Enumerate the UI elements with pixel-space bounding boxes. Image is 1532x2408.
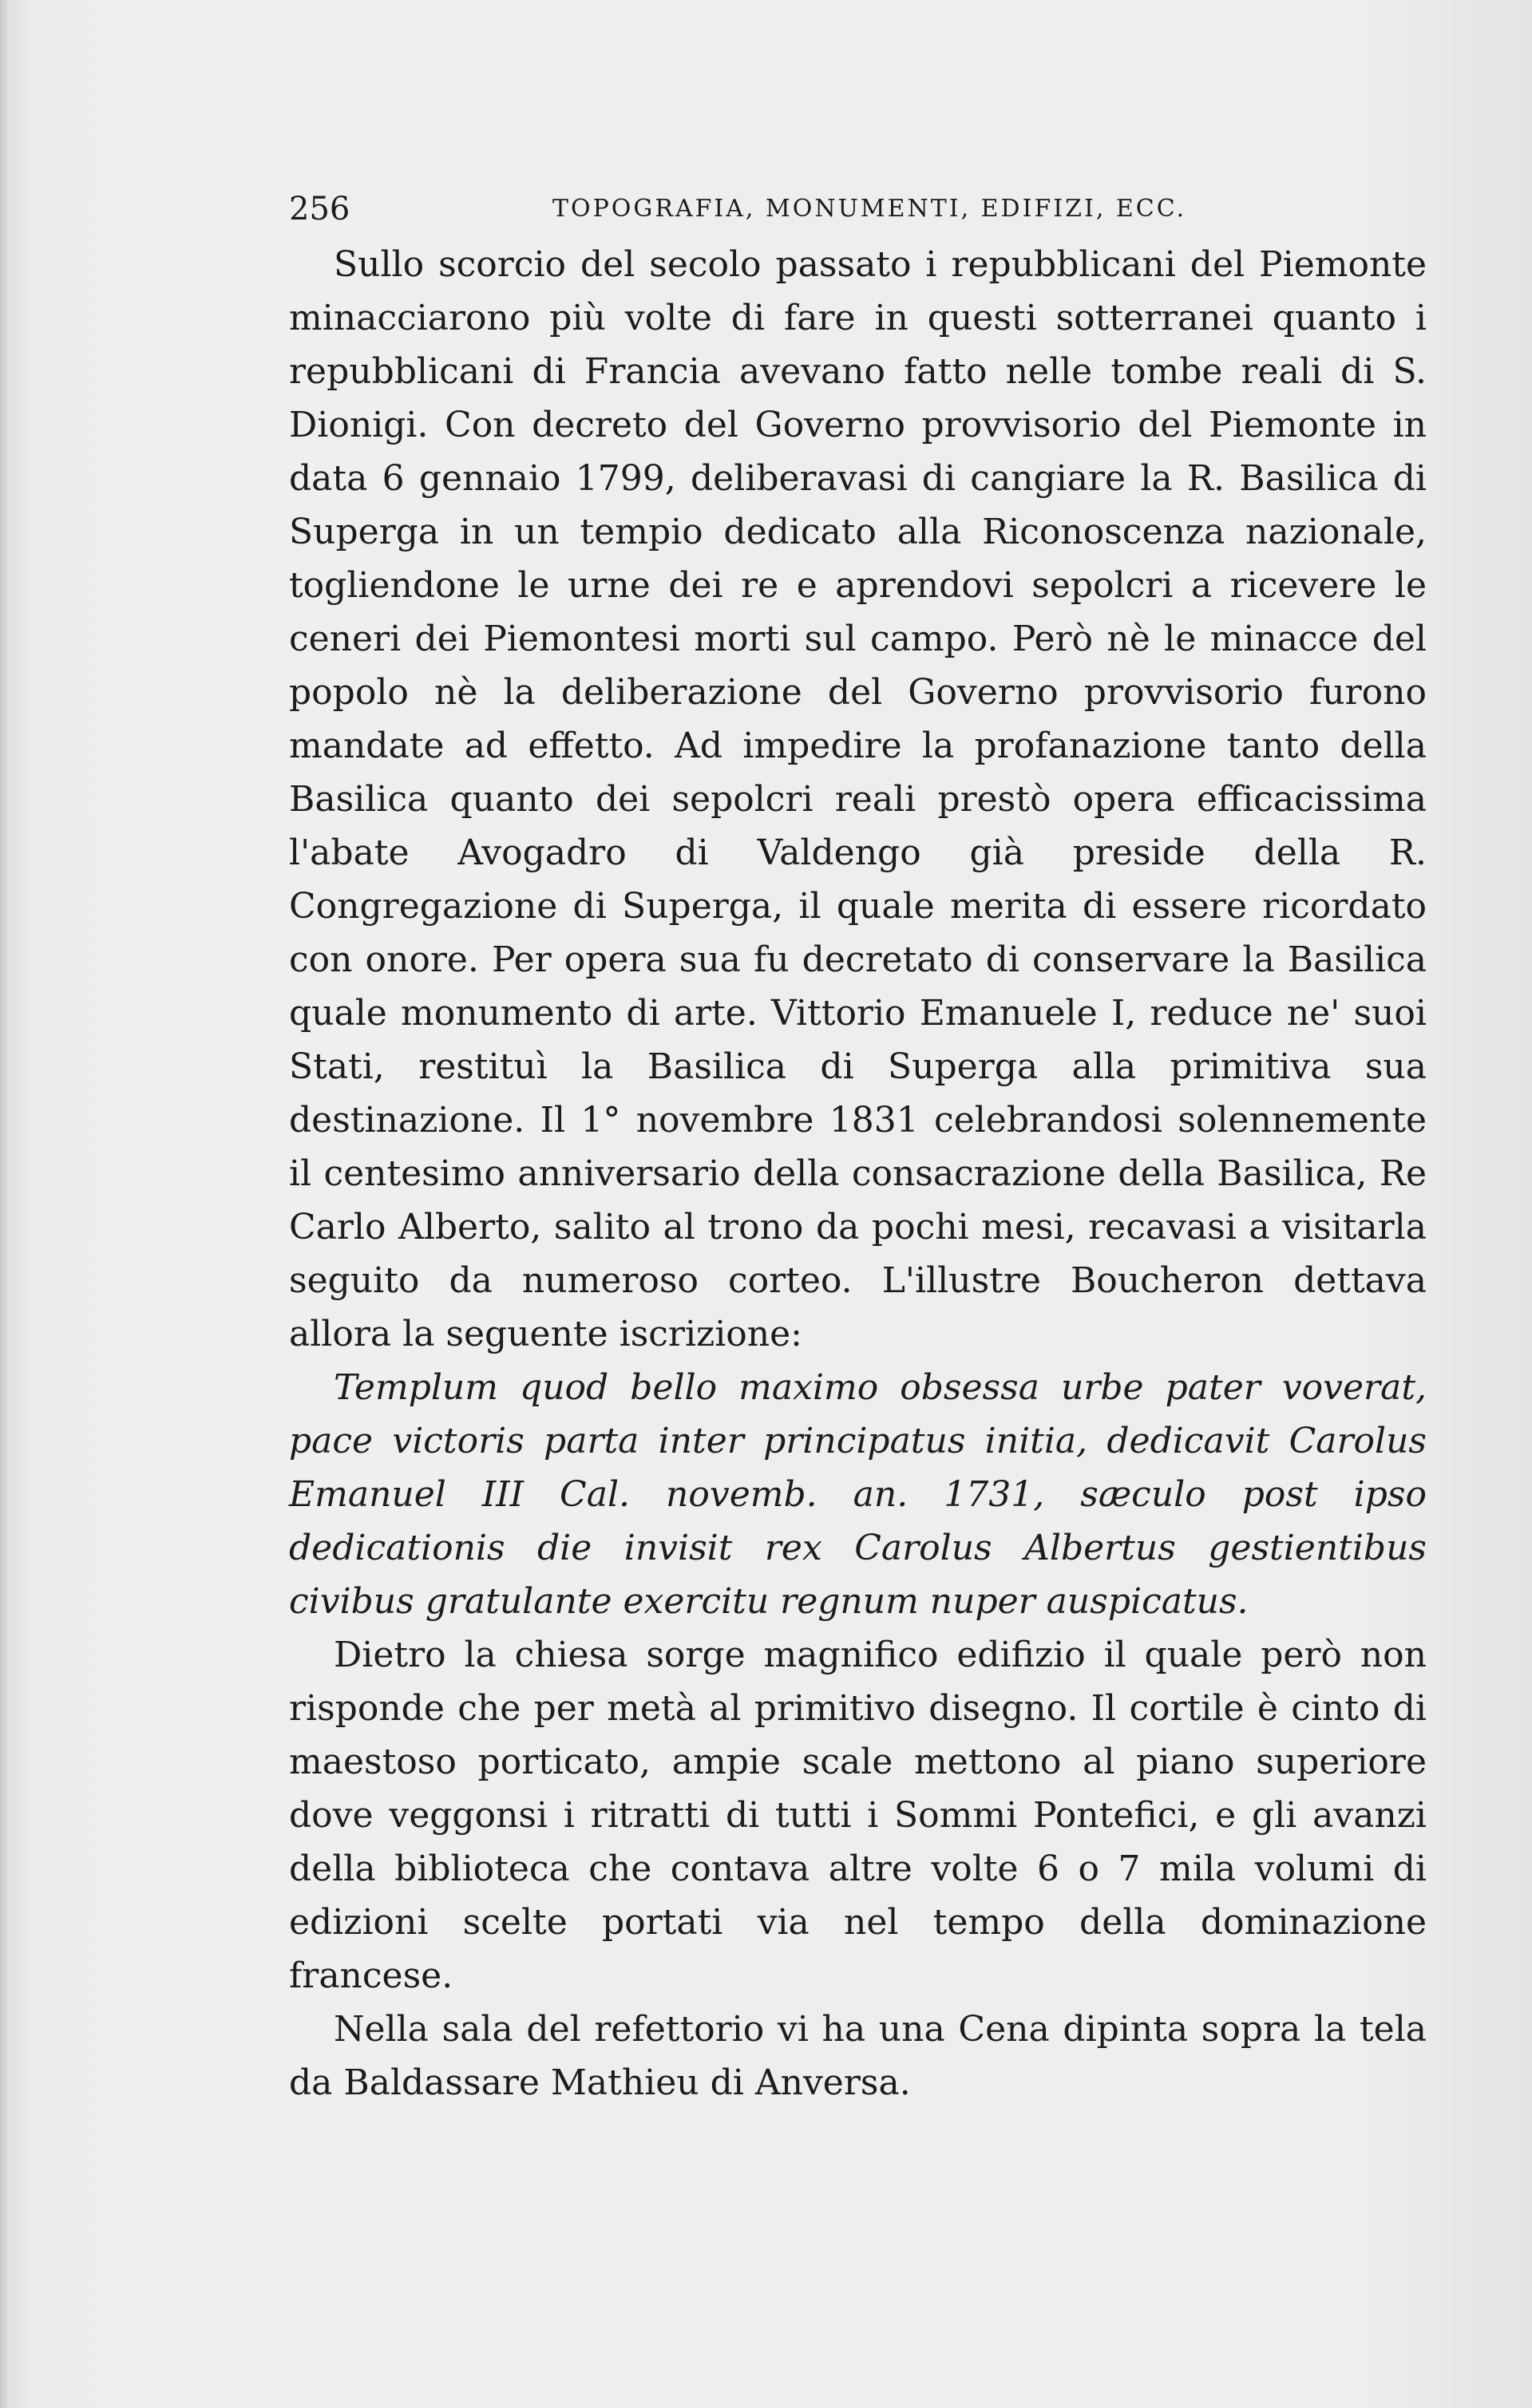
page-edge-shadow: [0, 0, 11, 2408]
body-text: [289, 238, 1427, 2109]
paragraph-refectory: Nella sala del refettorio vi ha una Cena dipinta sopra la tela da Baldassare Mathieu di Anversa.: [289, 2009, 1427, 2103]
page-header: [289, 185, 1427, 233]
paragraph-history: Sullo scorcio del secolo passato i repubblicani del Piemonte minacciarono più volte di fare in questi sotterranei quanto i repubblicani di Francia avevano fatto nelle tombe reali di S. Dionigi. Con decreto del Governo provvisorio del Piemonte in data 6 gennaio 1799, deliberavasi di cangiare la R. Basilica di Superga in un tempio dedicato alla Riconoscenza nazionale, togliendone le urne dei re e aprendovi sepolcri a ricevere le ceneri dei Piemontesi morti sul campo. Però nè le minacce del popolo nè la deliberazione del Governo provvisorio furono mandate ad effetto. Ad impedire la profanazione tanto della Basilica quanto dei sepolcri reali prestò opera efficacissima l'abate Avogadro di Valdengo già preside della R. Congregazione di Superga, il quale merita di essere ricordato con onore. Per opera sua fu decretato di conservare la Basilica quale monumento di arte. Vittorio Emanuele I, reduce ne' suoi Stati, restituì la Basilica di Superga alla primitiva sua destinazione. Il 1° novembre 1831 celebrandosi solennemente il centesimo anniversario della consacrazione della Basilica, Re Carlo Alberto, salito al trono da pochi mesi, recavasi a visitarla seguito da numeroso corteo. L'illustre Boucheron dettava allora la seguente iscrizione:: [289, 244, 1427, 1354]
paragraph-inscription: Templum quod bello maximo obsessa urbe pater voverat, pace victoris parta inter principatus initia, dedicavit Carolus Emanuel III Cal. novemb. an. 1731, sæculo post ipso dedicationis die invisit rex Carolus Albertus gestientibus civibus gratulante exercitu regnum nuper auspicatus.: [289, 1367, 1427, 1622]
paragraph-building: Dietro la chiesa sorge magnifico edifizio il quale però non risponde che per metà al primitivo disegno. Il cortile è cinto di maestoso porticato, ampie scale mettono al piano superiore dove veggonsi i ritratti di tutti i Sommi Pontefici, e gli avanzi della biblioteca che contava altre volte 6 o 7 mila volumi di edizioni scelte portati via nel tempo della dominazione francese.: [289, 1635, 1427, 1996]
page-number: 256: [289, 191, 350, 227]
running-title: TOPOGRAFIA, MONUMENTI, EDIFIZI, ECC.: [552, 195, 1187, 223]
